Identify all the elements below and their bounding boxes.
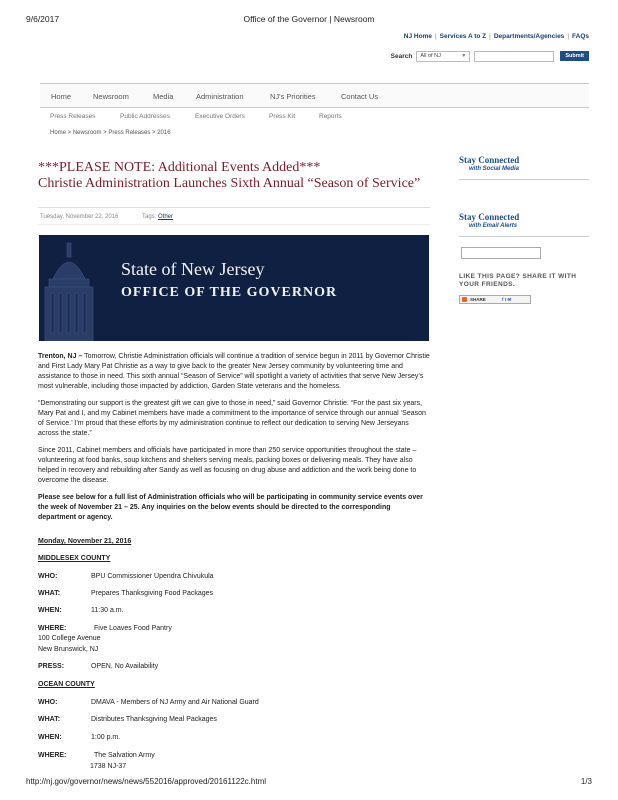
press-value: OPEN, No Availability — [91, 663, 159, 670]
article-tags — [142, 214, 173, 220]
social-icons: f t ✉ — [502, 297, 512, 302]
faqs-link[interactable]: FAQs — [572, 33, 589, 40]
subnav-press-releases[interactable]: Press Releases — [50, 113, 96, 120]
headline-note: ***PLEASE NOTE: Additional Events Added*** — [38, 160, 321, 175]
nav-home[interactable]: Home — [51, 92, 72, 101]
chevron-down-icon: ▼ — [461, 52, 467, 59]
search-bar — [391, 50, 589, 62]
event-row — [38, 699, 338, 709]
county-name: OCEAN COUNTY — [38, 681, 95, 688]
event-row — [38, 663, 338, 673]
nav-newsroom[interactable]: Newsroom — [93, 92, 129, 101]
email-title: Stay Connected — [459, 212, 520, 222]
when-label: WHEN: — [38, 734, 62, 741]
county-heading — [38, 555, 110, 562]
search-scope-select[interactable] — [416, 51, 470, 62]
sidebar — [459, 155, 589, 304]
address-line: 100 College Avenue — [38, 635, 101, 642]
social-title: Stay Connected — [459, 155, 520, 165]
utility-links — [404, 33, 589, 40]
share-icon — [462, 297, 467, 302]
subnav-press-kit[interactable]: Press Kit — [269, 113, 296, 120]
email-alerts-link[interactable]: with Email Alerts — [469, 223, 518, 229]
address-line: New Brunswick, NJ — [38, 646, 99, 653]
who-label: WHO: — [38, 699, 58, 706]
event-day-heading — [38, 538, 131, 545]
when-value: 1:00 p.m. — [91, 734, 121, 741]
where-label: WHERE: — [38, 752, 67, 759]
paragraph-text: Tomorrow, Christie Administration officials will continue a tradition of service begun in 2011 by Governor Christie and First Lady Mary Pat Christie as a way to give back to the greater New Jersey community by volunteering time and assistance to those in need. This sixth annual “Season of Service” will spotlight a variety of activities that serve New Jersey’s most vulnerable, including those impacted by addiction, Garden State veterans and the homeless. — [38, 353, 430, 390]
when-value: 11:30 a.m. — [91, 607, 124, 614]
breadcrumb[interactable]: Home > Newsroom > Press Releases > 2016 — [50, 130, 171, 136]
main-nav — [40, 83, 589, 108]
what-value: Distributes Thanksgiving Meal Packages — [91, 716, 217, 723]
article-meta — [38, 207, 430, 225]
print-footer — [26, 777, 592, 787]
what-label: WHAT: — [38, 716, 61, 723]
event-row — [38, 590, 338, 600]
print-title: Office of the Governor | Newsroom — [243, 14, 375, 24]
what-value: Prepares Thanksgiving Food Packages — [91, 590, 214, 597]
paragraph — [38, 352, 430, 392]
share-button[interactable] — [459, 295, 531, 304]
paragraph: Please see below for a full list of Administration officials who will be participating in community service events over the week of November 21 – 25. Any inquiries on the below events should be directed to the corresponding department or agency. — [38, 494, 423, 521]
tag-link[interactable]: Other — [158, 214, 174, 220]
paragraph: “Demonstrating our support is the greatest gift we can give to those in need,” said Governor Christie. “For the past six years, Mary Pat and I, and my Cabinet members have made a commitment to the importance of service through our annual ‘Season of Service.’ I’m proud that these efforts by my administration continue to reflect our dedication to serving New Jerseyans across the state.” — [38, 400, 426, 437]
where-label: WHERE: — [38, 625, 67, 632]
when-label: WHEN: — [38, 607, 62, 614]
divider — [459, 236, 589, 237]
event-day: Monday, November 21, 2016 — [38, 538, 132, 545]
who-label: WHO: — [38, 573, 58, 580]
search-scope-value: All of NJ — [420, 52, 441, 59]
event-row — [38, 625, 338, 635]
press-label: PRESS: — [38, 663, 65, 670]
county-heading — [38, 681, 95, 688]
paragraph: Since 2011, Cabinet members and officials have participated in more than 250 service opportunities throughout the state – volunteering at food banks, soup kitchens and shelters serving meals, packing boxes or delivering meals. They have also helped in recovery and rebuilding after Sandy as well as focusing on drug abuse and addiction and the work being done to overcome the disease. — [38, 447, 417, 484]
event-row — [38, 734, 338, 744]
subnav-public-addresses[interactable]: Public Addresses — [120, 113, 170, 120]
headline-main: Christie Administration Launches Sixth Annual “Season of Service” — [38, 176, 421, 191]
address-line: 1738 NJ-37 — [90, 763, 127, 770]
separator: | — [567, 33, 570, 40]
print-date: 9/6/2017 — [26, 14, 60, 24]
where-value: Five Loaves Food Pantry — [94, 625, 172, 632]
event-row — [38, 716, 338, 726]
departments-link[interactable]: Departments/Agencies — [493, 33, 565, 40]
nav-contact[interactable]: Contact Us — [341, 92, 379, 101]
who-value: BPU Commissioner Upendra Chivukula — [91, 573, 214, 580]
search-label: Search — [390, 52, 413, 60]
county-name: MIDDLESEX COUNTY — [38, 555, 111, 562]
dateline: Trenton, NJ – — [38, 353, 83, 360]
nav-priorities[interactable]: NJ's Priorities — [270, 92, 316, 101]
page-number: 1/3 — [580, 777, 592, 786]
article-date: Tuesday, November 22, 2016 — [40, 214, 119, 220]
event-row — [38, 573, 338, 583]
governor-banner — [39, 235, 429, 341]
page-title — [38, 160, 430, 192]
separator: | — [489, 33, 491, 40]
separator: | — [434, 33, 437, 40]
share-label: SHARE — [470, 297, 486, 302]
print-url: http://nj.gov/governor/news/news/552016/approved/20161122c.html — [26, 777, 267, 786]
print-header — [26, 14, 592, 26]
email-field[interactable] — [461, 247, 541, 259]
search-submit-button[interactable]: Submit — [560, 51, 589, 61]
search-input[interactable] — [474, 51, 554, 62]
social-media-link[interactable]: with Social Media — [469, 166, 520, 172]
article-body — [38, 352, 430, 530]
who-value: DMAVA - Members of NJ Army and Air National Guard — [91, 699, 259, 706]
nj-home-link[interactable]: NJ Home — [403, 33, 432, 40]
subnav-reports[interactable]: Reports — [319, 113, 342, 120]
event-row — [38, 607, 338, 617]
where-value: The Salvation Army — [94, 752, 155, 759]
divider — [459, 179, 589, 180]
share-prompt: LIKE THIS PAGE? SHARE IT WITH YOUR FRIENDS. — [459, 273, 577, 288]
services-link[interactable]: Services A to Z — [439, 33, 487, 40]
subnav-executive-orders[interactable]: Executive Orders — [195, 113, 245, 120]
what-label: WHAT: — [38, 590, 61, 597]
banner-line-2: OFFICE OF THE GOVERNOR — [121, 285, 338, 300]
banner-line-1: State of New Jersey — [121, 259, 265, 279]
nav-media[interactable]: Media — [153, 92, 174, 101]
nav-administration[interactable]: Administration — [196, 92, 244, 101]
event-row — [38, 752, 338, 762]
tags-label: Tags: — [142, 214, 157, 220]
